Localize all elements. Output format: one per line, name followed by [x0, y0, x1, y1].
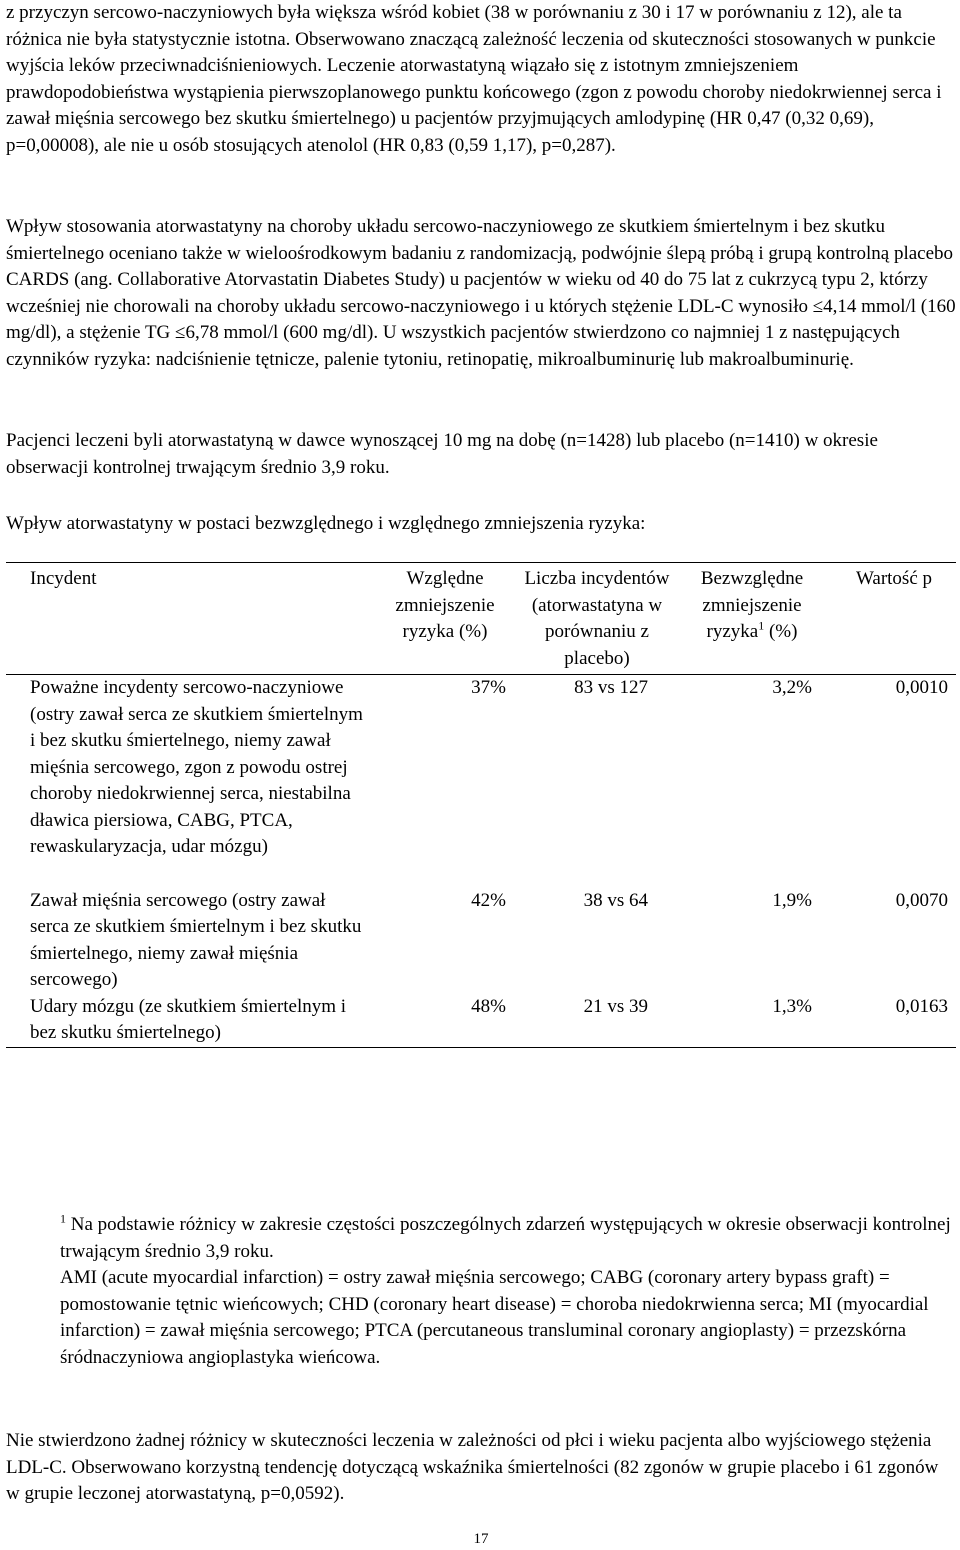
- risk-reduction-table: [6, 562, 956, 1048]
- table-header-row: [6, 563, 956, 675]
- table-row: [6, 888, 956, 994]
- cell-absolute-risk: 3,2%: [772, 677, 812, 698]
- header-p-value: Wartość p: [832, 563, 956, 675]
- header-absolute-risk: [672, 563, 832, 675]
- header-relative-risk: Względne zmniejszenie ryzyka (%): [368, 563, 522, 675]
- footnote-1: [60, 1212, 956, 1265]
- cell-incident: Zawał mięśnia sercowego (ostry zawał serca ze skutkiem śmiertelnym i bez skutku śmiertelnego, niemy zawał mięśnia sercowego): [30, 889, 362, 990]
- cell-relative-risk: 37%: [471, 677, 506, 698]
- footnote-marker: 1: [758, 618, 765, 633]
- cell-event-count: 21 vs 39: [522, 994, 672, 1048]
- cell-absolute-risk: 1,3%: [672, 994, 832, 1048]
- table-footnotes: [60, 1212, 956, 1371]
- header-absolute-risk-label: Bezwzględne zmniejszenie ryzyka: [700, 568, 804, 642]
- footnote-1-text: Na podstawie różnicy w zakresie częstości poszczególnych zdarzeń występujących w okresie obserwacji kontrolnej trwającym średnio 3,9 roku.: [60, 1214, 951, 1262]
- cell-event-count: 38 vs 64: [583, 889, 648, 911]
- cell-p-value: 0,0163: [832, 994, 956, 1048]
- cell-event-count: 83 vs 127: [574, 677, 648, 698]
- cell-absolute-risk: 1,9%: [772, 889, 812, 911]
- paragraph-closing: Nie stwierdzono żadnej różnicy w skuteczności leczenia w zależności od płci i wieku pacjenta albo wyjściowego stężenia LDL-C. Obserwowano korzystną tendencję dotyczącą wskaźnika śmiertelności (82 zgonów w grupie placebo i 61 zgonów w grupie leczonej atorwastatyną, p=0,0592).: [6, 1430, 939, 1504]
- paragraph-ascot-results: z przyczyn sercowo-naczyniowych była większa wśród kobiet (38 w porównaniu z 30 i 17 w porównaniu z 12), ale ta różnica nie była statystycznie istotna. Obserwowano znaczącą zależność leczenia od skuteczności stosowanych w punkcie wyjścia leków przeciwnadciśnieniowych. Leczenie atorwastatyną wiązało się z istotnym zmniejszeniem prawdopodobieństwa wystąpienia pierwszoplanowego punktu końcowego (zgon z powodu choroby niedokrwiennej serca i zawał mięśnia sercowego bez skutku śmiertelnego) u pacjentów przyjmujących amlodypinę (HR 0,47 (0,32 0,69), p=0,00008), ale nie u osób stosujących atenolol (HR 0,83 (0,59 1,17), p=0,287).: [6, 2, 942, 156]
- risk-reduction-table-container: [6, 562, 956, 1048]
- paragraph-cards-dosing: Pacjenci leczeni byli atorwastatyną w dawce wynoszącej 10 mg na dobę (n=1428) lub placebo (n=1410) w okresie obserwacji kontrolnej trwającym średnio 3,9 roku.: [6, 430, 878, 478]
- page-number: 17: [473, 1531, 489, 1547]
- table-row: [6, 994, 956, 1048]
- footnote-1-marker: 1: [60, 1211, 66, 1226]
- cell-p-value: 0,0070: [895, 889, 948, 911]
- header-absolute-risk-unit: (%): [764, 621, 798, 642]
- cell-p-value: 0,0010: [895, 677, 948, 698]
- header-event-count: Liczba incydentów (atorwastatyna w porównaniu z placebo): [522, 563, 672, 675]
- cell-relative-risk: 42%: [471, 889, 506, 911]
- cell-relative-risk: 48%: [368, 994, 522, 1048]
- cell-incident: Poważne incydenty sercowo-naczyniowe (ostry zawał serca ze skutkiem śmiertelnym i bez skutku śmiertelnego, niemy zawał mięśnia sercowego, zgon z powodu ostrej choroby niedokrwiennej serca, niestabilna dławica piersiowa, CABG, PTCA, rewaskularyzacja, udar mózgu): [30, 677, 363, 857]
- cell-incident: Udary mózgu (ze skutkiem śmiertelnym i bez skutku śmiertelnego): [6, 994, 368, 1048]
- table-row: [6, 675, 956, 888]
- header-incident: Incydent: [6, 563, 368, 675]
- table-intro: Wpływ atorwastatyny w postaci bezwzględnego i względnego zmniejszenia ryzyka:: [6, 513, 646, 534]
- paragraph-cards-study: Wpływ stosowania atorwastatyny na choroby układu sercowo-naczyniowego ze skutkiem śmiertelnym i bez skutku śmiertelnego oceniano także w wieloośrodkowym badaniu z randomizacją, podwójnie ślepą próbą i grupą kontrolną placebo CARDS (ang. Collaborative Atorvastatin Diabetes Study) u pacjentów w wieku od 40 do 75 lat z cukrzycą typu 2, którzy wcześniej nie chorowali na choroby układu sercowo-naczyniowego i u których stężenie LDL-C wynosiło ≤4,14 mmol/l (160 mg/dl), a stężenie TG ≤6,78 mmol/l (600 mg/dl). U wszystkich pacjentów stwierdzono co najmniej 1 z następujących czynników ryzyka: nadciśnienie tętnicze, palenie tytoniu, retinopatię, mikroalbuminurię lub makroalbuminurię.: [6, 216, 956, 370]
- abbreviations-note: AMI (acute myocardial infarction) = ostry zawał mięśnia sercowego; CABG (coronary artery bypass graft) = pomostowanie tętnic wieńcowych; CHD (coronary heart disease) = choroba niedokrwienna serca; MI (myocardial infarction) = zawał mięśnia sercowego; PTCA (percutaneous transluminal coronary angioplasty) = przezskórna śródnaczyniowa angioplastyka wieńcowa.: [60, 1267, 929, 1368]
